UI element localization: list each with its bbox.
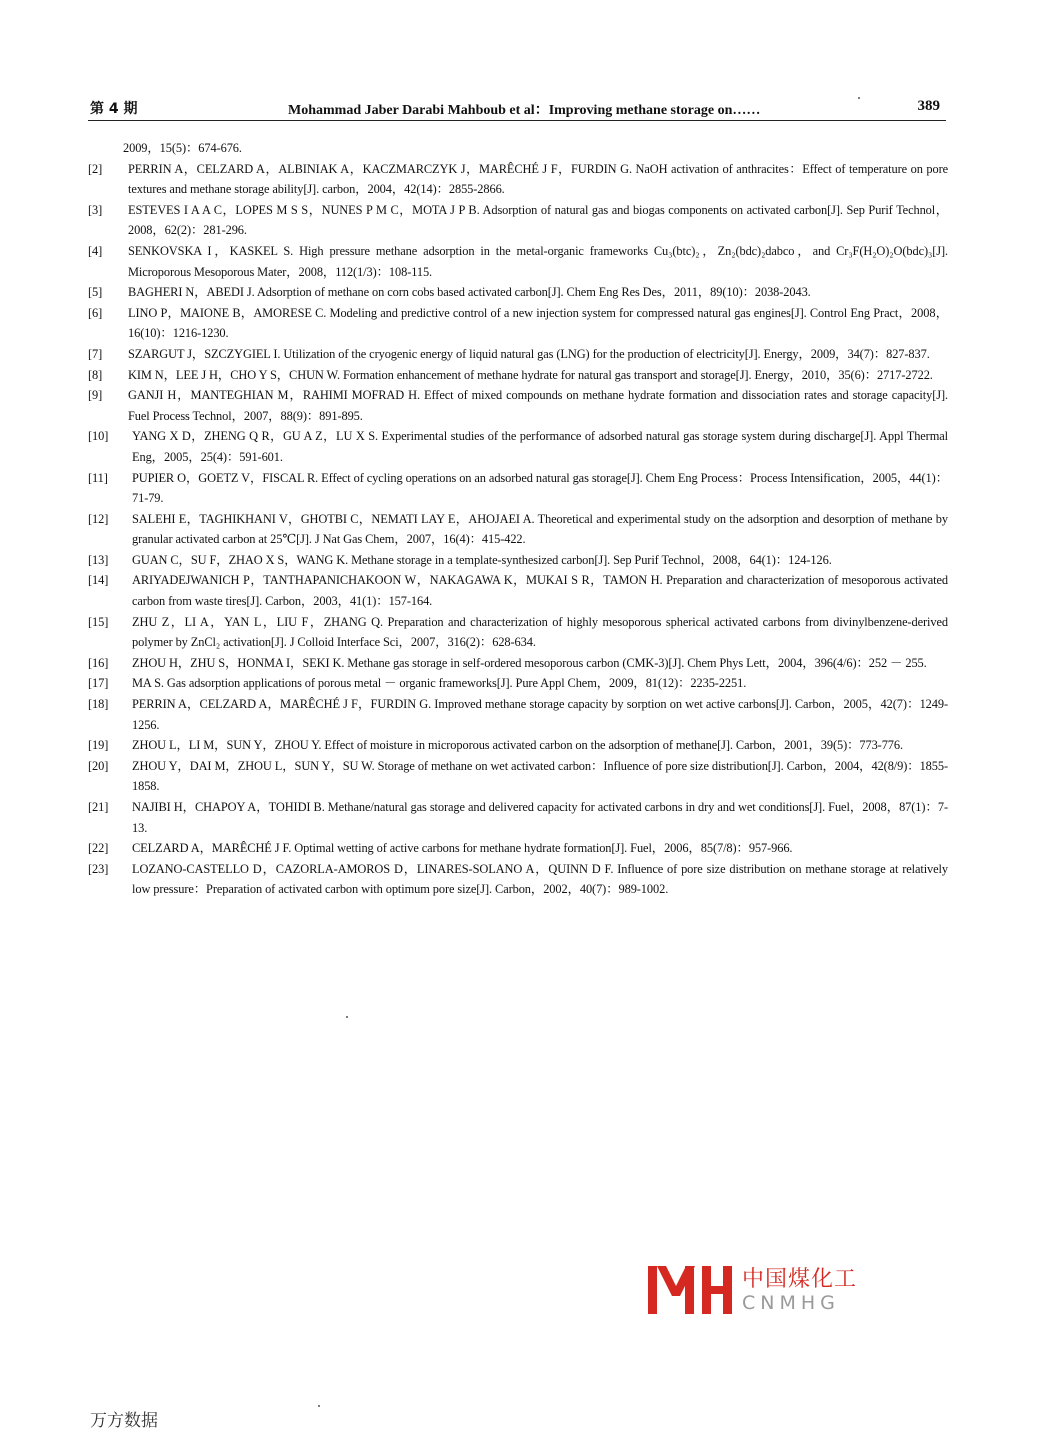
logo-chinese-name: 中国煤化工 — [742, 1267, 858, 1292]
reference-number: [22] — [88, 841, 109, 856]
reference-number: [21] — [88, 800, 109, 814]
reference-number: [2] — [88, 161, 103, 176]
reference-text: PERRIN A，CELZARD A，ALBINIAK A，KACZMARCZYK J，MARÊCHÉ J F，FURDIN G. NaOH activation of anthracites：Effect of temperature on pore textures and methane storage ability[J]. carbon，2004，42(14)：2855-2866. — [128, 161, 948, 197]
reference-item — [88, 468, 948, 509]
reference-number: [5] — [88, 285, 103, 300]
reference-continuation: 2009，15(5)：674-676. — [123, 141, 242, 155]
reference-item — [88, 303, 948, 344]
reference-item — [88, 838, 948, 859]
reference-number: [11] — [88, 470, 108, 485]
running-header — [88, 96, 946, 121]
reference-item — [88, 653, 948, 674]
issue-number: 第 4 期 — [90, 101, 138, 117]
reference-item — [88, 550, 948, 571]
scan-speck — [346, 1016, 348, 1018]
reference-number: [13] — [88, 552, 109, 567]
reference-text: GUAN C，SU F，ZHAO X S，WANG K. Methane storage in a template-synthesized carbon[J]. Sep Purif Technol，2008，64(1)：124-126. — [132, 552, 832, 567]
reference-number: [16] — [88, 655, 109, 670]
scan-speck — [858, 97, 860, 99]
reference-number: [4] — [88, 243, 103, 258]
reference-text: BAGHERI N，ABEDI J. Adsorption of methane on corn cobs based activated carbon[J]. Chem Eng Res Des，2011，89(10)：2038-2043. — [128, 285, 811, 300]
reference-text: ZHOU L，LI M，SUN Y，ZHOU Y. Effect of moisture in microporous activated carbon on the adsorption of methane[J]. Carbon，2001，39(5)：773-776. — [132, 738, 903, 753]
scan-speck — [318, 1405, 320, 1407]
reference-text: KIM N，LEE J H，CHO Y S，CHUN W. Formation enhancement of methane hydrate for natural gas transport and storage[J]. Energy，2010，35(6)：2717-2722. — [128, 367, 933, 382]
reference-text: CELZARD A，MARÊCHÉ J F. Optimal wetting of active carbons for methane hydrate formation[J]. Fuel，2006，85(7/8)：957-966. — [132, 841, 793, 856]
logo-mark-icon — [648, 1266, 732, 1314]
reference-item — [88, 673, 948, 694]
reference-number: [17] — [88, 676, 109, 691]
reference-number: [10] — [88, 429, 109, 444]
page-number: 389 — [917, 98, 940, 114]
reference-item — [88, 756, 948, 797]
reference-item — [88, 344, 948, 365]
reference-text: ZHOU H，ZHU S，HONMA I，SEKI K. Methane gas storage in self-ordered mesoporous carbon (CMK-3)[J]. Chem Phys Lett，2004，396(4/6)：252 － 255. — [132, 655, 927, 670]
reference-number: [19] — [88, 738, 109, 753]
reference-item — [88, 200, 948, 241]
reference-text: LOZANO-CASTELLO D，CAZORLA-AMOROS D，LINARES-SOLANO A，QUINN D F. Influence of pore size distribution on methane storage at relatively low pressure：Preparation of activated carbon with optimum pore size[J]. Carbon，2002，40(7)：989-1002. — [132, 861, 948, 897]
reference-item — [88, 612, 948, 653]
reference-number: [3] — [88, 202, 103, 217]
running-title: Mohammad Jaber Darabi Mahboub et al：Improving methane storage on…… — [288, 103, 761, 118]
footer-watermark: 万方数据 — [90, 1411, 158, 1431]
reference-text: ZHOU Y，DAI M，ZHOU L，SUN Y，SU W. Storage of methane on wet activated carbon：Influence of pore size distribution[J]. Carbon，2004，42(8/9)：1855-1858. — [132, 758, 948, 794]
reference-text: ZHU Z，LI A，YAN L，LIU F，ZHANG Q. Preparation and characterization of highly mesoporous spherical activated carbons from divinylbenzene-derived polymer by ZnCl₂ activation[J]. J Colloid Interface Sci，2007，316(2)：628-634. — [132, 614, 948, 650]
reference-number: [12] — [88, 511, 109, 526]
reference-text: MA S. Gas adsorption applications of porous metal － organic frameworks[J]. Pure Appl Chem，2009，81(12)：2235-2251. — [132, 676, 747, 691]
reference-number: [6] — [88, 305, 103, 320]
reference-item — [88, 570, 948, 611]
reference-text: YANG X D，ZHENG Q R，GU A Z，LU X S. Experimental studies of the performance of adsorbed natural gas storage system during discharge[J]. Appl Thermal Eng，2005，25(4)：591-601. — [132, 429, 948, 464]
logo-english-name: CNMHG — [742, 1292, 840, 1314]
reference-number: [15] — [88, 614, 109, 629]
reference-number: [18] — [88, 697, 109, 712]
reference-number: [7] — [88, 346, 103, 361]
reference-text: PUPIER O，GOETZ V，FISCAL R. Effect of cycling operations on an adsorbed natural gas storage[J]. Chem Eng Process：Process Intensification，2005，44(1)：71-79. — [132, 470, 948, 506]
reference-item — [88, 859, 948, 900]
reference-item — [88, 797, 948, 838]
reference-item — [88, 159, 948, 200]
reference-text: ESTEVES I A A C，LOPES M S S，NUNES P M C，MOTA J P B. Adsorption of natural gas and biogas components on activated carbon[J]. Sep Purif Technol，2008，62(2)：281-296. — [128, 202, 948, 238]
reference-item — [88, 385, 948, 426]
reference-number: [9] — [88, 388, 103, 403]
reference-number: [23] — [88, 861, 109, 876]
reference-text: NAJIBI H，CHAPOY A，TOHIDI B. Methane/natural gas storage and delivered capacity for activated carbons in dry and wet conditions[J]. Fuel，2008，87(1)：7-13. — [132, 800, 948, 835]
reference-text: PERRIN A，CELZARD A，MARÊCHÉ J F，FURDIN G. Improved methane storage capacity by sorption on wet active carbons[J]. Carbon，2005，42(7)：1249-1256. — [132, 697, 948, 732]
reference-item — [88, 282, 948, 303]
reference-item — [88, 241, 948, 282]
reference-item — [88, 365, 948, 386]
reference-text: GANJI H，MANTEGHIAN M，RAHIMI MOFRAD H. Effect of mixed compounds on methane hydrate formation and dissociation rates and storage capacity[J]. Fuel Process Technol，2007，88(9)：891-895. — [128, 388, 948, 423]
reference-item — [88, 694, 948, 735]
reference-number: [14] — [88, 573, 109, 588]
reference-text: SZARGUT J，SZCZYGIEL I. Utilization of the cryogenic energy of liquid natural gas (LNG) for the production of electricity[J]. Energy，2009，34(7)：827-837. — [128, 346, 930, 361]
reference-list — [88, 138, 948, 900]
reference-text: ARIYADEJWANICH P，TANTHAPANICHAKOON W，NAKAGAWA K，MUKAI S R，TAMON H. Preparation and characterization of mesoporous activated carbon from waste tires[J]. Carbon，2003，41(1)：157-164. — [132, 573, 948, 609]
reference-text: SENKOVSKA I，KASKEL S. High pressure methane adsorption in the metal-organic frameworks Cu₃(btc)₂，Zn₂(bdc)₂dabco，and Cr₃F(H₂O)₂O(bdc)₃[J]. Microporous Mesoporous Mater，2008，112(1/3)：108-115. — [128, 243, 948, 279]
reference-number: [8] — [88, 367, 103, 382]
reference-item — [88, 509, 948, 550]
reference-text: LINO P，MAIONE B，AMORESE C. Modeling and predictive control of a new injection system for compressed natural gas engines[J]. Control Eng Pract，2008，16(10)：1216-1230. — [128, 305, 948, 341]
reference-text: SALEHI E，TAGHIKHANI V，GHOTBI C，NEMATI LAY E，AHOJAEI A. Theoretical and experimental study on the adsorption and desorption of methane by granular activated carbon at 25℃[J]. J Nat Gas Chem，2007，16(4)：415-422. — [132, 511, 948, 547]
reference-number: [20] — [88, 758, 109, 773]
reference-item — [88, 426, 948, 467]
reference-item — [88, 735, 948, 756]
publisher-logo — [648, 1262, 858, 1318]
